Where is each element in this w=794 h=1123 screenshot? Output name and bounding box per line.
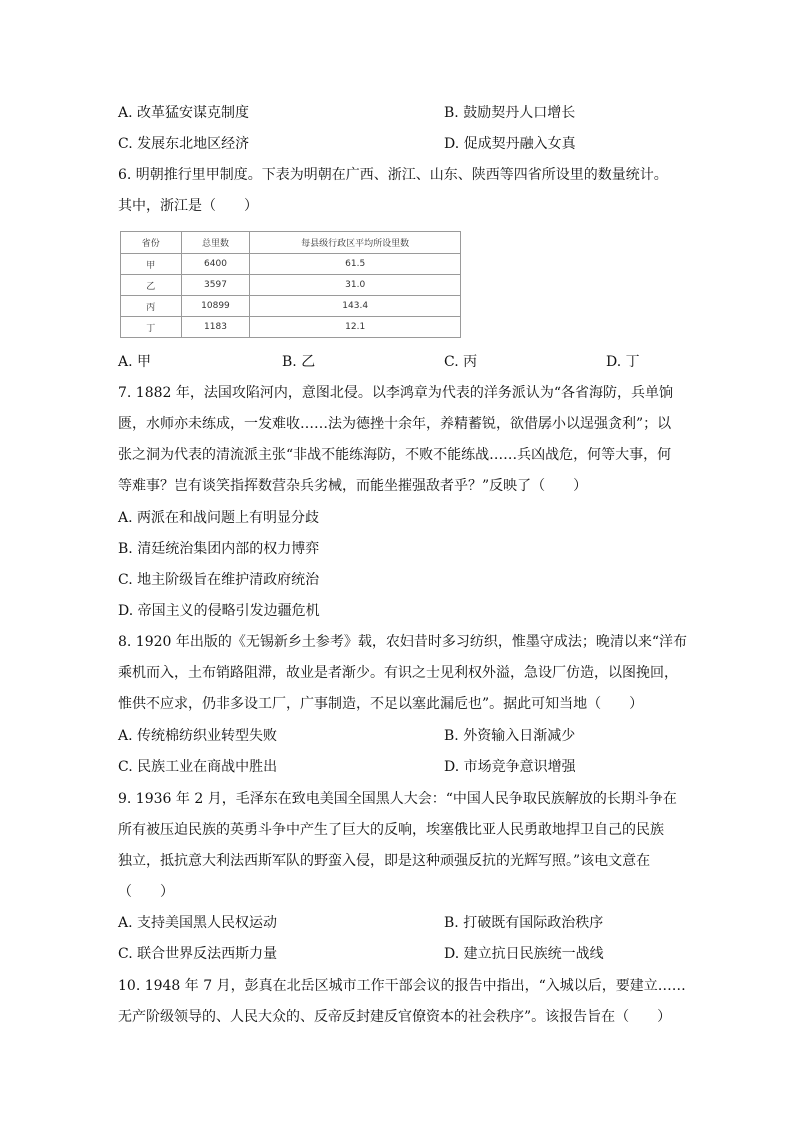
q9-option-a: A. 支持美国黑人民权运动: [118, 915, 278, 931]
q6-option-d: D. 丁: [606, 354, 640, 370]
q9-stem-line: 独立，抵抗意大利法西斯军队的野蛮入侵，即是这种顽强反抗的光辉写照。”该电文意在: [118, 853, 651, 869]
q6-option-c: C. 丙: [444, 354, 478, 370]
q10-stem-line: 无产阶级领导的、人民大众的、反帝反封建反官僚资本的社会秩序”。该报告旨在（ ）: [118, 1009, 672, 1025]
q7-stem-line: 张之洞为代表的清流派主张“非战不能练海防，不败不能练战……兵凶战危，何等大事，何: [118, 447, 672, 463]
q10-stem-line: 10. 1948 年 7 月，彭真在北岳区城市工作干部会议的报告中指出，“入城以后，要建立……: [118, 978, 686, 994]
q7-option-b: B. 清廷统治集团内部的权力博弈: [118, 541, 320, 557]
table-cell: 6400: [181, 254, 250, 275]
q8-option-d: D. 市场竞争意识增强: [444, 759, 576, 775]
q6-option-b: B. 乙: [282, 354, 316, 370]
q9-stem-line: （ ）: [118, 884, 174, 900]
q6-stem-line: 6. 明朝推行里甲制度。下表为明朝在广西、浙江、山东、陕西等四省所设里的数量统计。: [118, 167, 668, 183]
table-header-row: [121, 232, 461, 254]
table-cell: 丙: [121, 296, 182, 317]
q9-option-b: B. 打破既有国际政治秩序: [444, 915, 604, 931]
q7-stem-line: 等难事？岂有谈笑指挥数营杂兵劣械，而能坐摧强敌者乎？”反映了（ ）: [118, 478, 588, 494]
table-cell: 甲: [121, 254, 182, 275]
table-cell: 乙: [121, 275, 182, 296]
table-header-cell: 每县级行政区平均所设里数: [250, 232, 461, 254]
q9-option-c: C. 联合世界反法西斯力量: [118, 946, 278, 962]
table-row: [121, 254, 461, 275]
table-row: [121, 275, 461, 296]
q7-stem-line: 7. 1882 年，法国攻陷河内，意图北侵。以李鸿章为代表的洋务派认为“各省海防，兵单饷: [118, 385, 674, 401]
table-header-cell: 总里数: [181, 232, 250, 254]
q8-stem-line: 惟供不应求，仍非多设工厂，广事制造，不足以塞此漏卮也”。据此可知当地（ ）: [118, 696, 644, 712]
q5-option-b: B. 鼓励契丹人口增长: [444, 105, 576, 121]
q7-option-a: A. 两派在和战问题上有明显分歧: [118, 510, 320, 526]
table-row: [121, 317, 461, 338]
table-cell: 31.0: [250, 275, 461, 296]
q8-option-a: A. 传统棉纺织业转型失败: [118, 728, 278, 744]
table-cell: 1183: [181, 317, 250, 338]
table-cell: 10899: [181, 296, 250, 317]
q7-stem-line: 匮，水师亦未练成，一发难收……法为德挫十余年，养精蓄锐，欲借孱小以逞强贪利”；以: [118, 416, 672, 432]
q5-option-d: D. 促成契丹融入女真: [444, 136, 576, 152]
table-cell: 61.5: [250, 254, 461, 275]
q9-option-d: D. 建立抗日民族统一战线: [444, 946, 604, 962]
q8-option-b: B. 外资输入日渐减少: [444, 728, 576, 744]
q9-stem-line: 9. 1936 年 2 月，毛泽东在致电美国全国黑人大会：“中国人民争取民族解放的长期斗争在: [118, 791, 677, 807]
q8-stem-line: 8. 1920 年出版的《无锡新乡土参考》载，农妇昔时多习纺织，惟墨守成法；晚清以来“洋布: [118, 634, 688, 650]
table-row: [121, 296, 461, 317]
q8-option-c: C. 民族工业在商战中胜出: [118, 759, 278, 775]
table-cell: 丁: [121, 317, 182, 338]
table-cell: 3597: [181, 275, 250, 296]
table-header-cell: 省份: [121, 232, 182, 254]
q5-option-c: C. 发展东北地区经济: [118, 136, 250, 152]
table-cell: 12.1: [250, 317, 461, 338]
q7-option-d: D. 帝国主义的侵略引发边疆危机: [118, 603, 320, 619]
q7-option-c: C. 地主阶级旨在维护清政府统治: [118, 572, 320, 588]
q5-option-a: A. 改革猛安谋克制度: [118, 105, 250, 121]
q6-option-a: A. 甲: [118, 354, 152, 370]
table-cell: 143.4: [250, 296, 461, 317]
q8-stem-line: 乘机而入，土布销路阻滞，故业是者渐少。有识之士见利权外溢，急设厂仿造，以图挽回，: [118, 665, 678, 681]
q6-stem-line: 其中，浙江是（ ）: [118, 198, 258, 214]
q9-stem-line: 所有被压迫民族的英勇斗争中产生了巨大的反响，埃塞俄比亚人民勇敢地捍卫自己的民族: [118, 822, 664, 838]
q6-data-table: [120, 231, 461, 338]
